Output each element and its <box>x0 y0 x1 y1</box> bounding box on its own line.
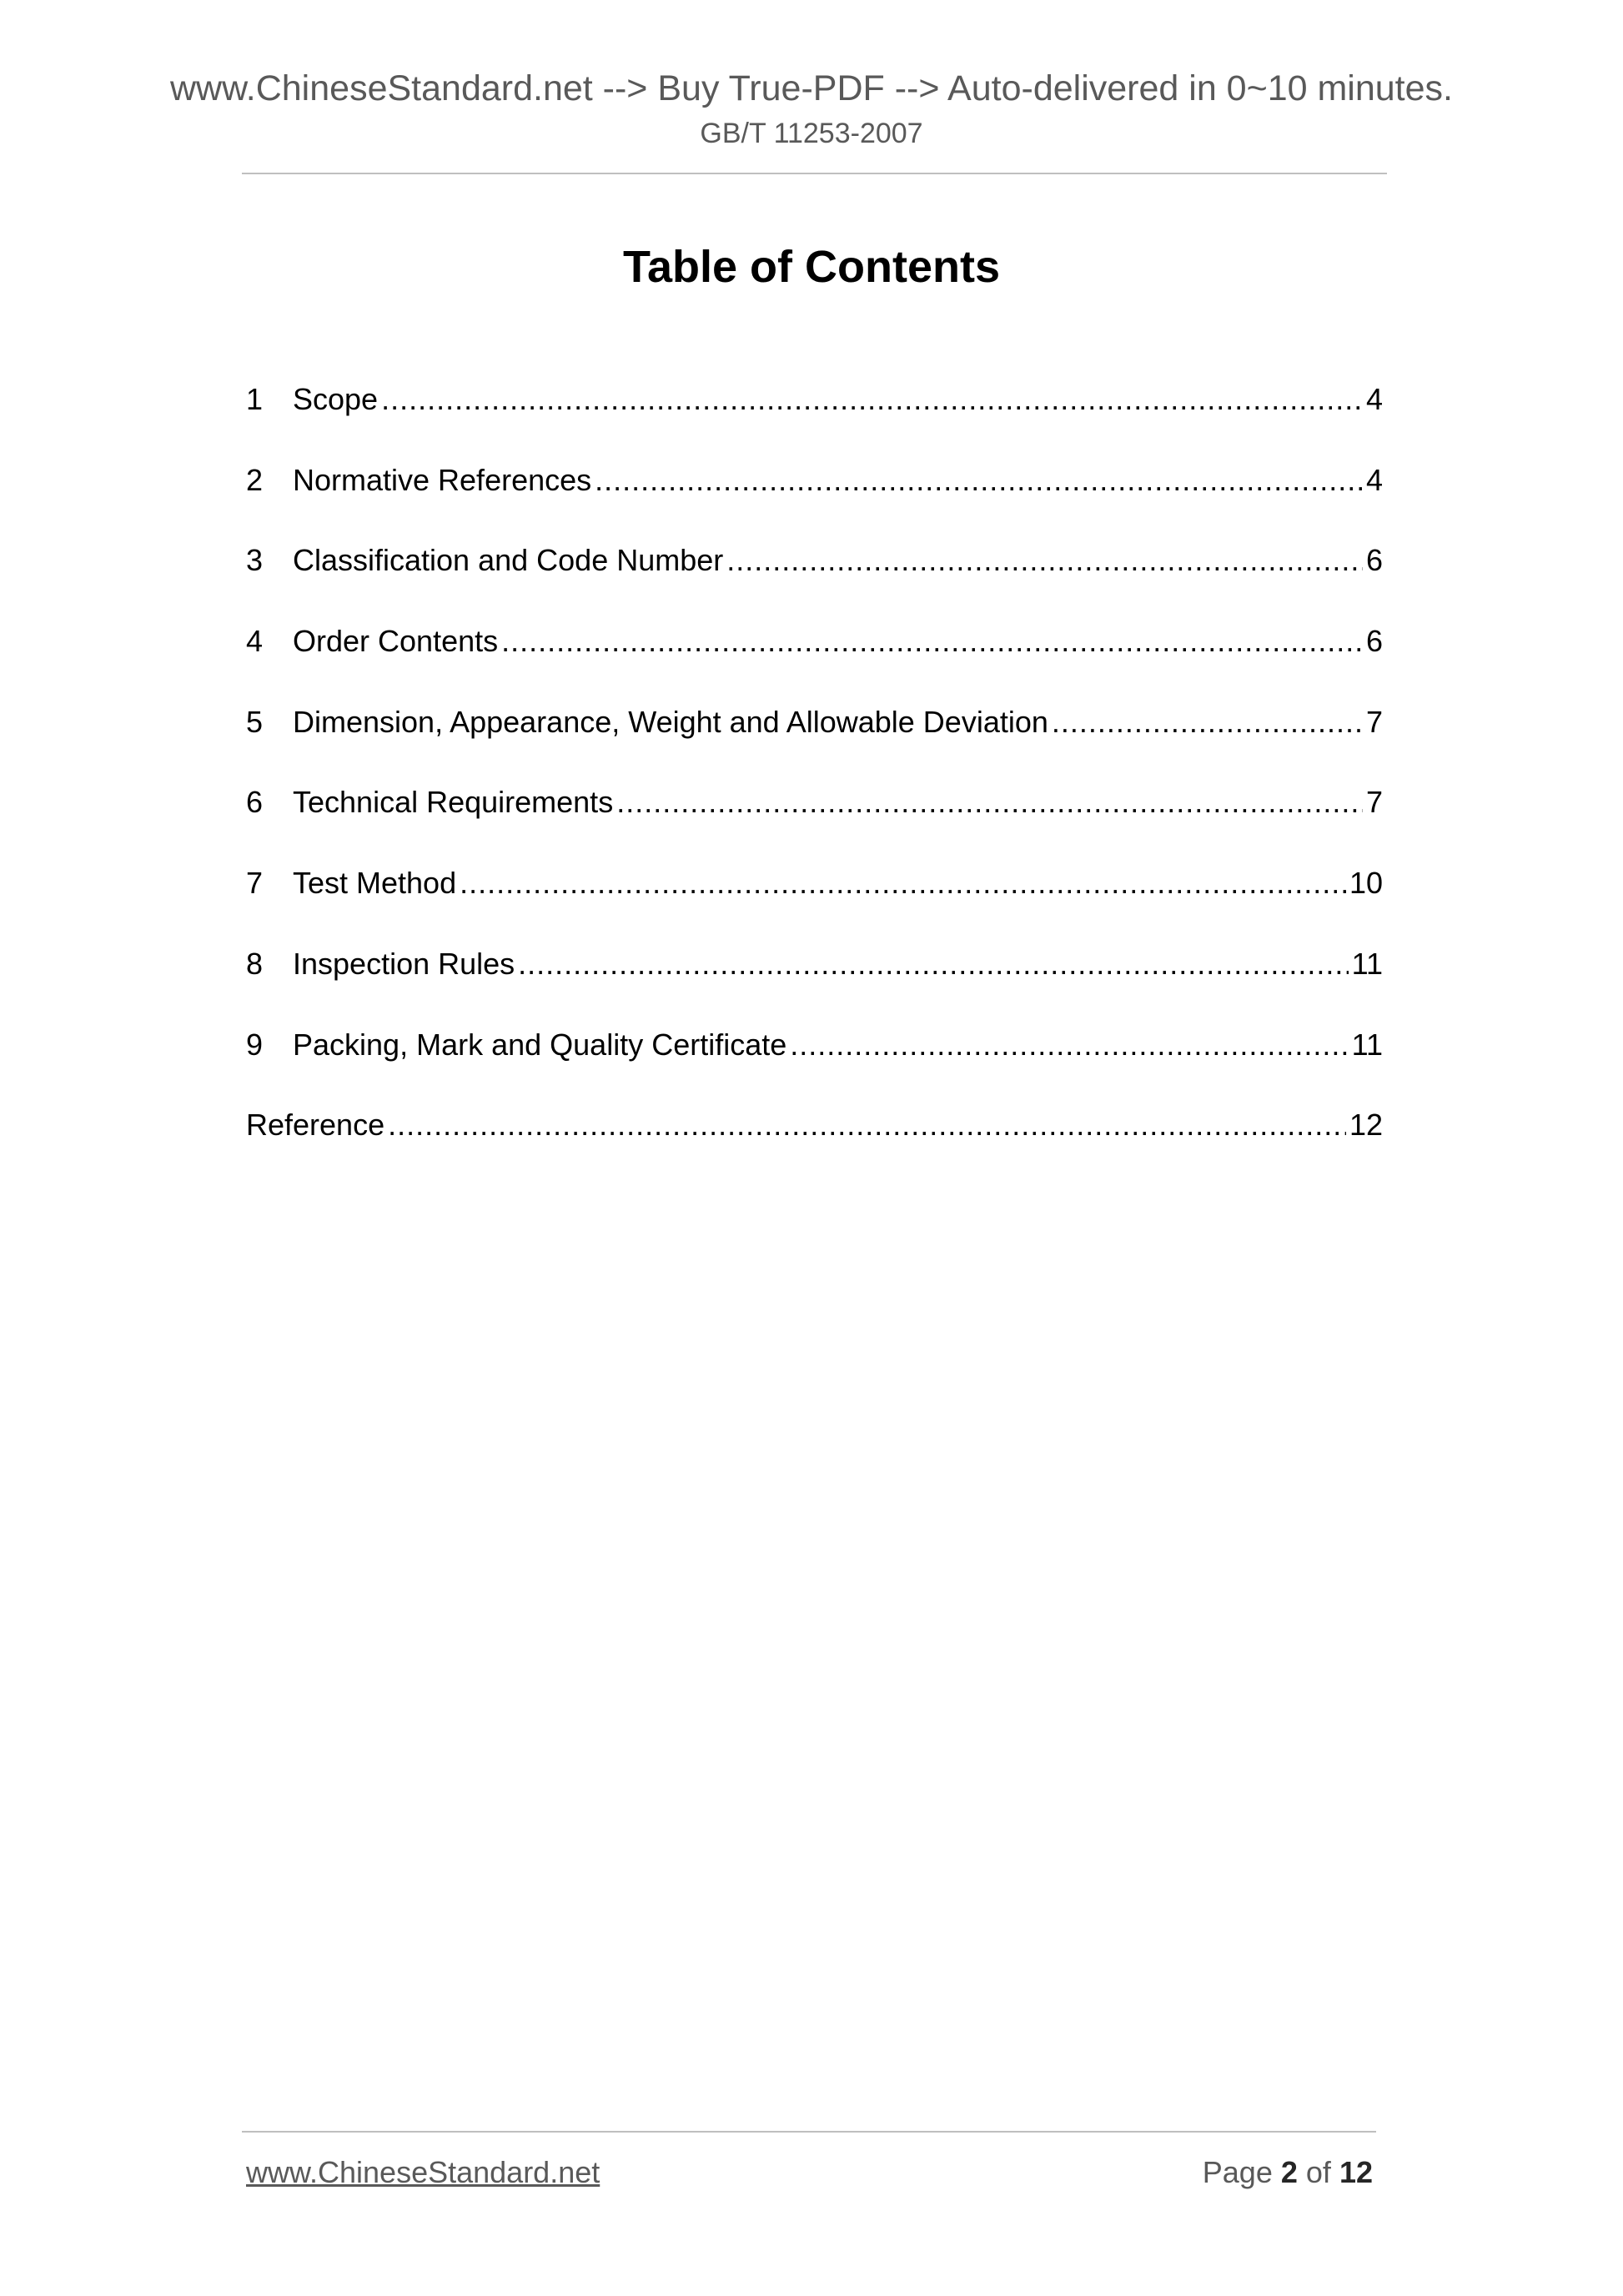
toc-entry-title: Dimension, Appearance, Weight and Allowable Deviation <box>293 704 1048 739</box>
toc-entry-number: 5 <box>246 704 264 739</box>
toc-entry-classification[interactable] <box>246 535 1383 616</box>
toc-entry-packing[interactable] <box>246 1020 1383 1101</box>
toc-entry-scope[interactable] <box>246 374 1383 455</box>
toc-entry-page: 11 <box>1351 1027 1383 1062</box>
toc-entry-title: Classification and Code Number <box>293 543 724 578</box>
toc-entry-title: Order Contents <box>293 624 499 659</box>
toc-dot-leader <box>518 939 1348 989</box>
toc-entry-page: 4 <box>1365 382 1383 416</box>
toc-entry-dimension[interactable] <box>246 697 1383 778</box>
header-banner: www.ChineseStandard.net --> Buy True-PDF --> Auto-delivered in 0~10 minutes. <box>169 68 1453 108</box>
toc-entry-title: Normative References <box>293 462 592 497</box>
toc-entry-number: 9 <box>246 1027 264 1062</box>
toc-entry-order-contents[interactable] <box>246 616 1383 697</box>
toc-entry-inspection-rules[interactable] <box>246 939 1383 1020</box>
toc-dot-leader <box>726 535 1363 585</box>
toc-entry-title: Inspection Rules <box>293 946 515 981</box>
toc-entry-technical-requirements[interactable] <box>246 777 1383 858</box>
toc-entry-test-method[interactable] <box>246 858 1383 939</box>
total-pages-number: 12 <box>1339 2155 1373 2189</box>
footer-website-link[interactable]: www.ChineseStandard.net <box>246 2155 600 2189</box>
toc-entry-page: 6 <box>1365 624 1383 659</box>
toc-dot-leader <box>460 858 1346 908</box>
toc-entry-page: 4 <box>1365 462 1383 497</box>
toc-entry-page: 11 <box>1351 946 1383 981</box>
current-page-number: 2 <box>1280 2155 1298 2189</box>
toc-dot-leader <box>388 1100 1346 1150</box>
toc-entry-number: 4 <box>246 624 264 659</box>
page-number <box>1203 2153 1373 2192</box>
toc-entry-page: 7 <box>1365 704 1383 739</box>
toc-entry-page: 12 <box>1349 1108 1383 1143</box>
toc-entry-number: 6 <box>246 785 264 820</box>
toc-dot-leader <box>595 455 1363 505</box>
toc-entry-page: 7 <box>1365 785 1383 820</box>
toc-entry-normative-references[interactable] <box>246 455 1383 536</box>
toc-entry-title: Technical Requirements <box>293 785 614 820</box>
toc-entry-title: Test Method <box>293 866 457 901</box>
toc-entry-title: Reference <box>246 1108 385 1143</box>
toc-entry-number: 2 <box>246 462 264 497</box>
page-title: Table of Contents <box>623 242 1000 292</box>
toc-entry-title: Scope <box>293 382 379 416</box>
toc-entry-page: 6 <box>1365 543 1383 578</box>
toc-entry-number: 1 <box>246 382 264 416</box>
toc-entry-number: 7 <box>246 866 264 901</box>
footer-divider <box>242 2131 1376 2133</box>
header-divider <box>242 173 1387 174</box>
toc-entry-title: Packing, Mark and Quality Certificate <box>293 1027 787 1062</box>
of-label: of <box>1305 2155 1331 2189</box>
toc-list <box>246 374 1383 1181</box>
document-code: GB/T 11253-2007 <box>700 118 923 149</box>
toc-dot-leader <box>616 777 1363 827</box>
toc-entry-number: 8 <box>246 946 264 981</box>
toc-dot-leader <box>1052 697 1363 747</box>
toc-entry-reference[interactable] <box>246 1100 1383 1181</box>
toc-dot-leader <box>501 616 1363 666</box>
toc-entry-number: 3 <box>246 543 264 578</box>
page-label: Page <box>1202 2155 1273 2189</box>
toc-entry-page: 10 <box>1349 866 1383 901</box>
toc-dot-leader <box>790 1020 1348 1070</box>
toc-dot-leader <box>381 374 1363 425</box>
